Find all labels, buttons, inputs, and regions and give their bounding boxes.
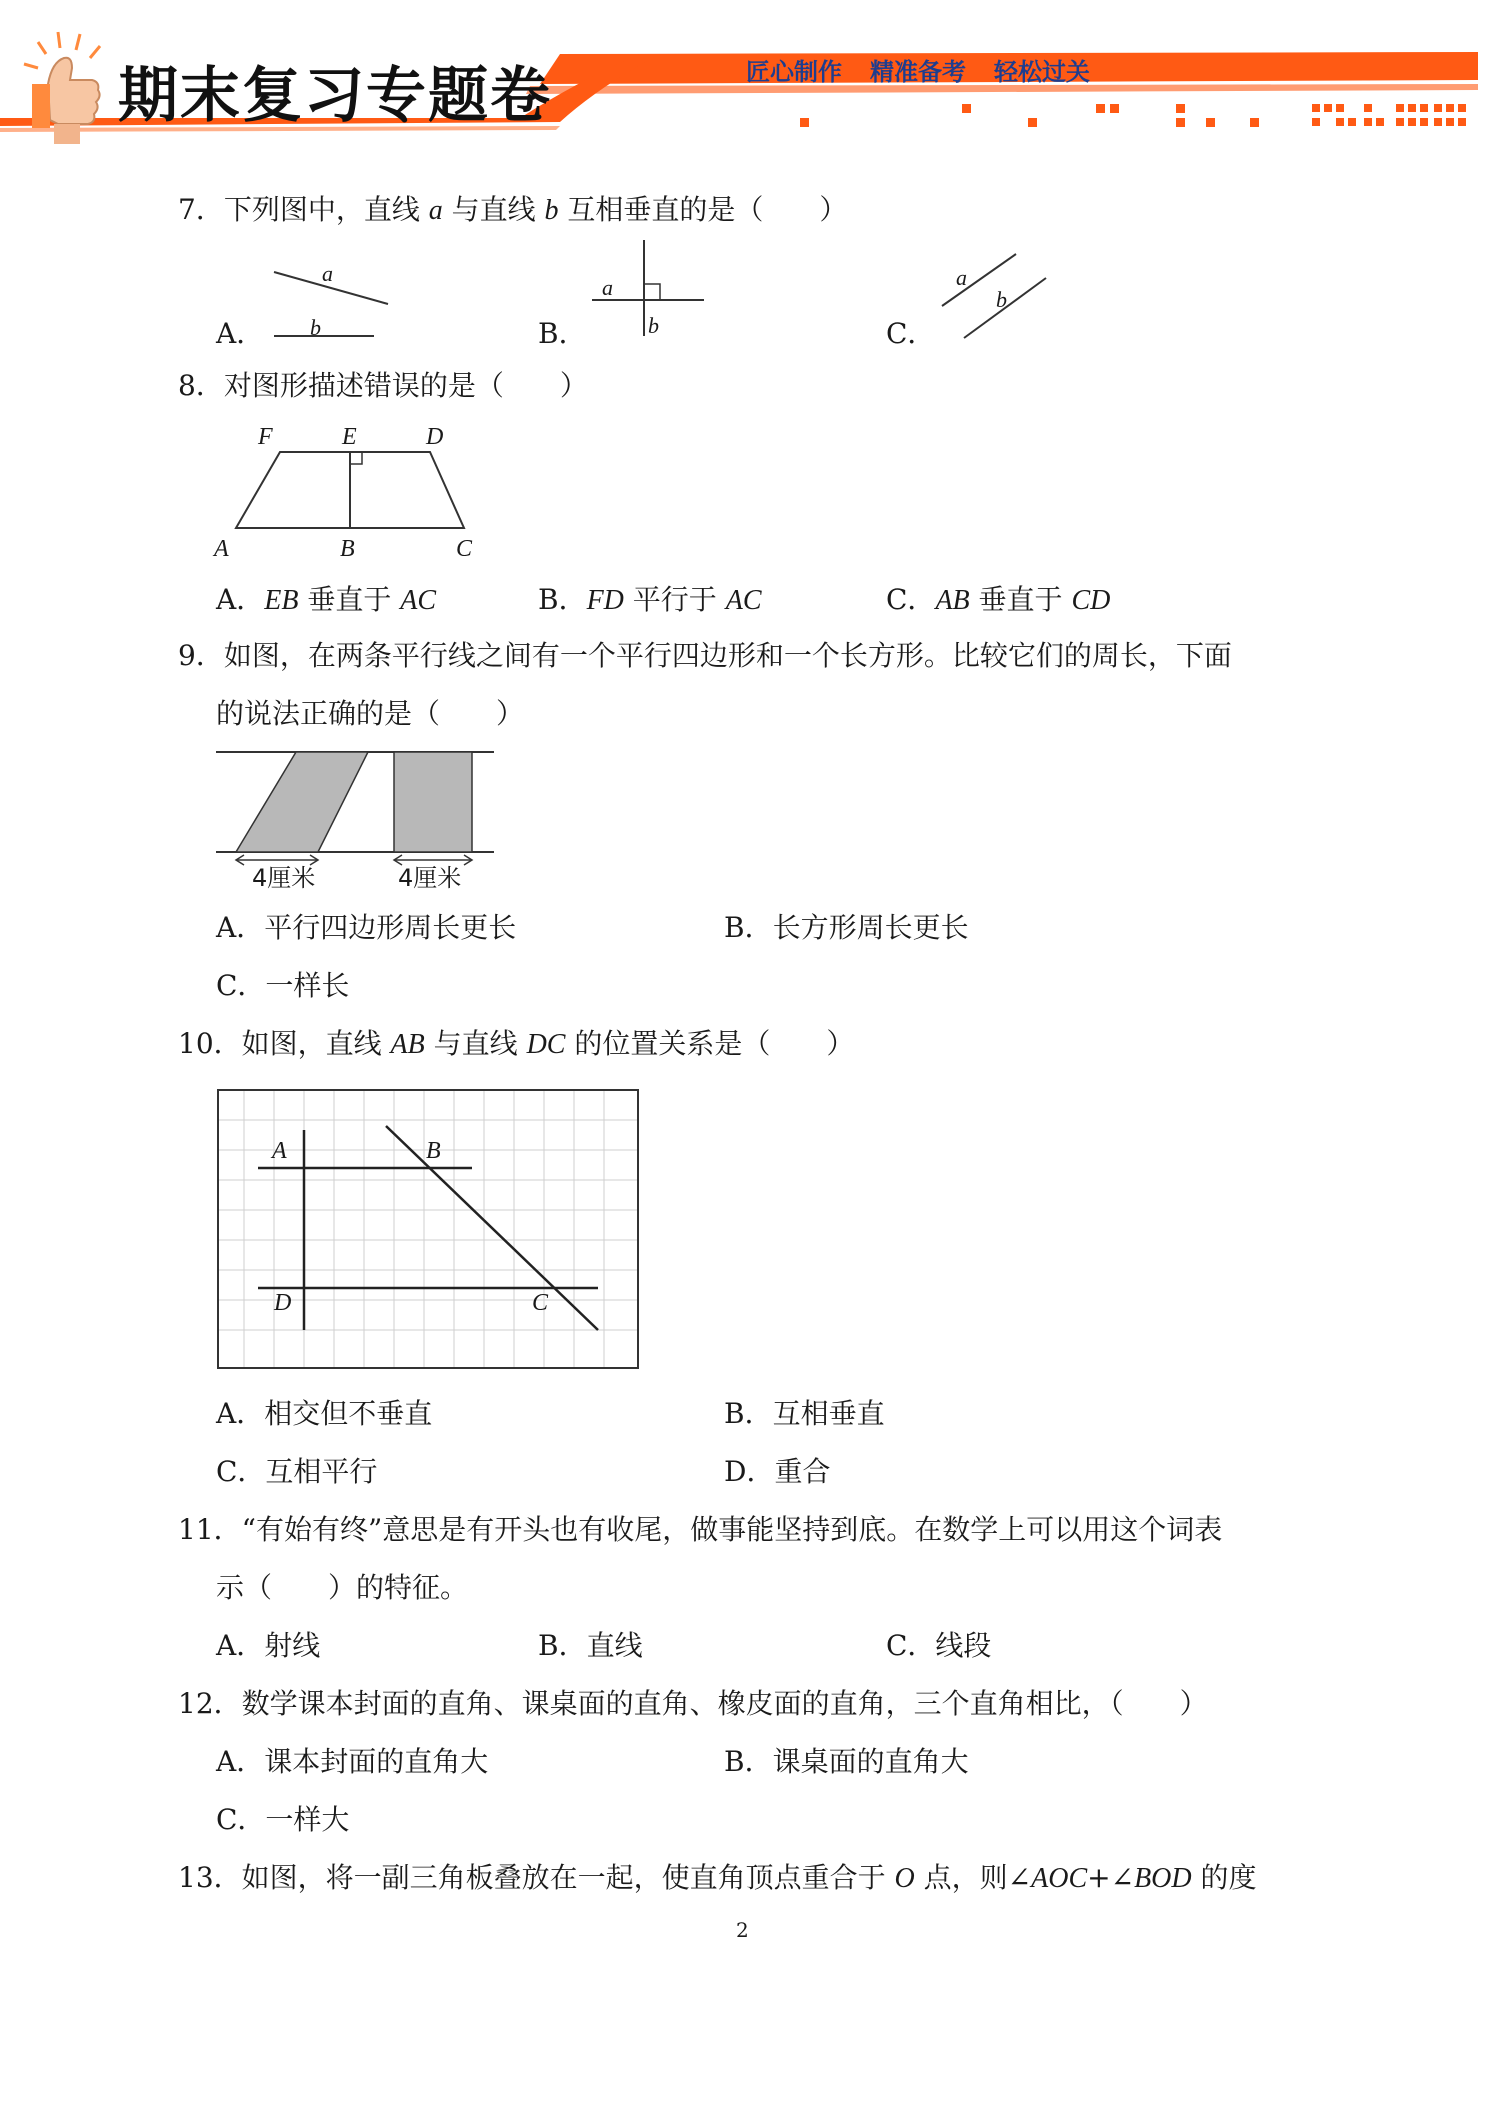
question-8-option-b[interactable]: B．FD 平行于 AC: [538, 583, 762, 616]
figure-8-label-c: C: [456, 536, 473, 562]
question-9-option-c[interactable]: C．一样长: [216, 969, 350, 1002]
figure-10-label-c: C: [532, 1290, 549, 1316]
question-12-option-c[interactable]: C．一样大: [216, 1803, 350, 1836]
slogan-1: 匠心制作: [746, 58, 842, 86]
figure-8-label-e: E: [342, 424, 357, 450]
figure-8-label-b: B: [340, 536, 355, 562]
question-9-stem-line-2: 的说法正确的是（ ）: [216, 697, 525, 730]
question-10-option-c[interactable]: C．互相平行: [216, 1455, 378, 1488]
figure-8-label-d: D: [426, 424, 444, 450]
question-7-stem: 7．下列图中，直线 a 与直线 b 互相垂直的是（ ）: [178, 193, 848, 226]
question-10-grid-figure: [214, 1086, 642, 1372]
question-10-option-b[interactable]: B．互相垂直: [724, 1397, 885, 1430]
question-9-stem-line-1: 9．如图，在两条平行线之间有一个平行四边形和一个长方形。比较它们的周长，下面: [178, 639, 1232, 672]
question-11-option-c[interactable]: C．线段: [886, 1629, 992, 1662]
figure-9-label-rectangle: 4厘米: [398, 864, 462, 892]
figure-10-label-b: B: [426, 1138, 441, 1164]
question-7-option-a-label[interactable]: A．: [216, 317, 265, 350]
question-8-stem: 8．对图形描述错误的是（ ）: [178, 369, 588, 402]
question-11-option-b[interactable]: B．直线: [538, 1629, 643, 1662]
question-9-option-a[interactable]: A．平行四边形周长更长: [216, 911, 517, 944]
question-8-trapezoid-figure: [220, 440, 480, 540]
figure-8-label-a: A: [214, 536, 229, 562]
figure-7c-label-a: a: [956, 265, 967, 290]
figure-8-label-f: F: [258, 424, 273, 450]
question-12-stem: 12．数学课本封面的直角、课桌面的直角、橡皮面的直角，三个直角相比，（ ）: [178, 1687, 1208, 1720]
figure-7b-label-b: b: [648, 313, 659, 338]
page-number: 2: [736, 1918, 749, 1942]
figure-7b-label-a: a: [602, 275, 613, 300]
question-8-option-c[interactable]: C．AB 垂直于 CD: [886, 583, 1111, 616]
figure-10-label-d: D: [274, 1290, 292, 1316]
question-10-option-a[interactable]: A．相交但不垂直: [216, 1397, 433, 1430]
thumbs-up-icon: [18, 24, 114, 144]
question-11-stem-line-1: 11．“有始有终”意思是有开头也有收尾，做事能坚持到底。在数学上可以用这个词表: [178, 1513, 1223, 1546]
question-11-option-a[interactable]: A．射线: [216, 1629, 321, 1662]
figure-7c-label-b: b: [996, 287, 1007, 312]
question-8-option-a[interactable]: A．EB 垂直于 AC: [216, 583, 437, 616]
question-11-stem-line-2: 示（ ）的特征。: [216, 1571, 469, 1604]
figure-9-label-parallelogram: 4厘米: [252, 864, 316, 892]
figure-7a-label-a: a: [322, 261, 333, 286]
question-7-figure-a: [266, 260, 406, 350]
question-12-option-a[interactable]: A．课本封面的直角大: [216, 1745, 489, 1778]
slogan-3: 轻松过关: [994, 58, 1090, 86]
question-12-option-b[interactable]: B．课桌面的直角大: [724, 1745, 969, 1778]
header-title: 期末复习专题卷: [118, 61, 552, 131]
question-9-option-b[interactable]: B．长方形周长更长: [724, 911, 969, 944]
question-10-stem: 10．如图，直线 AB 与直线 DC 的位置关系是（ ）: [178, 1027, 855, 1060]
question-7-option-c-label[interactable]: C．: [886, 317, 936, 350]
question-7-option-b-label[interactable]: B．: [538, 317, 587, 350]
figure-10-label-a: A: [272, 1138, 287, 1164]
question-10-option-d[interactable]: D．重合: [724, 1455, 831, 1488]
question-13-stem: 13．如图，将一副三角板叠放在一起，使直角顶点重合于 O 点，则∠AOC+∠BOD 的度: [178, 1861, 1257, 1894]
slogan-2: 精准备考: [870, 58, 966, 86]
figure-7a-label-b: b: [310, 315, 321, 340]
